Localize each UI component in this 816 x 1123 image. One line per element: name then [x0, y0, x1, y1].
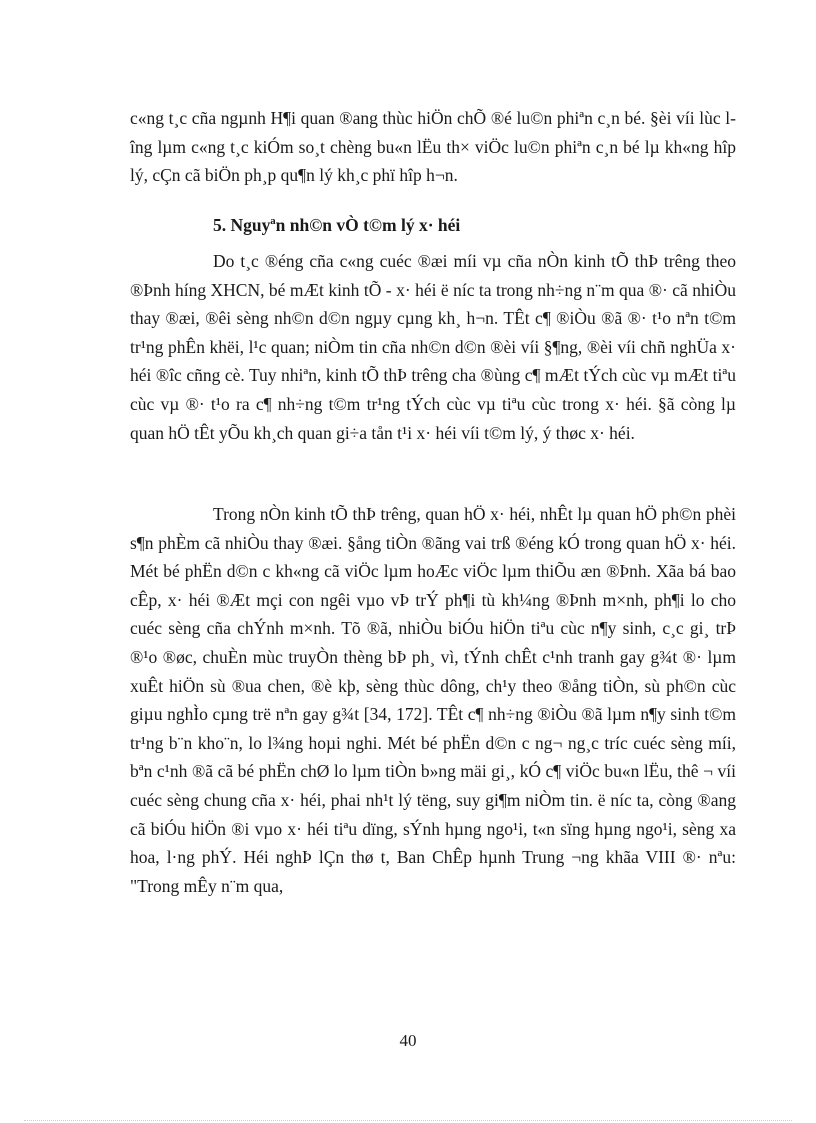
page-number: 40	[399, 1031, 417, 1050]
body-paragraph: Do t¸c ®éng cña c«ng cuéc ®æi míi vµ cña nÒn kinh tÕ thÞ trêng theo ®Þnh híng XHCN, bé mÆt kinh tÕ - x· héi ë níc ta trong nh÷ng n¨m qua ®· cã nhiÒu thay ®æi, ®êi sèng nh©n d©n ngµy cµng kh¸ h¬n. TÊt c¶ ®iÒu ®ã ®· t¹o nªn t©m tr¹ng phÊn khëi, l¹c quan; niÒm tin cña nh©n d©n ®èi víi §¶ng, ®èi víi chñ nghÜa x· héi ®îc cñng cè. Tuy nhiªn, kinh tÕ thÞ trêng cha ®ùng c¶ mÆt tÝch cùc vµ mÆt tiªu cùc vµ ®· t¹o ra c¶ nh÷ng t©m tr¹ng tÝch cùc vµ tiªu cùc trong x· héi. §ã còng lµ quan hÖ tÊt yÕu kh¸ch quan gi÷a tån t¹i x· héi víi t©m lý, ý thøc x· héi.	[130, 251, 736, 443]
section-heading: 5. Nguyªn nh©n vÒ t©m lý x· héi	[213, 215, 461, 235]
body-paragraph: Trong nÒn kinh tÕ thÞ trêng, quan hÖ x· héi, nhÊt lµ quan hÖ ph©n phèi s¶n phÈm cã nhiÒu thay ®æi. §ång tiÒn ®ãng vai trß ®éng kÓ trong quan hÖ x· héi. Mét bé phËn d©n c kh«ng cã viÖc lµm hoÆc viÖc lµm thiÕu æn ®Þnh. Xãa bá bao cÊp, x· héi ®Æt mçi con ngêi vµo vÞ trÝ ph¶i tù kh¼ng ®Þnh m×nh, ph¶i lo cho cuéc sèng cña chÝnh m×nh. Tõ ®ã, nhiÒu biÓu hiÖn tiªu cùc n¶y sinh, c¸c gi¸ trÞ ®¹o ®øc, chuÈn mùc truyÒn thèng bÞ ph¸ vì, tÝnh chÊt c¹nh tranh gay g¾t ®· lµm xuÊt hiÖn sù ®ua chen, ®è kþ, sèng thùc dông, ch¹y theo ®ång tiÒn, sù ph©n cùc giµu nghÌo cµng trë nªn gay g¾t [34, 172]. TÊt c¶ nh÷ng ®iÒu ®ã lµm n¶y sinh t©m tr¹ng b¨n kho¨n, lo l¾ng hoµi nghi. Mét bé phËn d©n c ng¬ ng¸c tríc cuéc sèng míi, bªn c¹nh ®ã cã bé phËn chØ lo lµm tiÒn b»ng mäi gi¸, kÓ c¶ viÖc bu«n lËu, thê ¬ víi cuéc sèng chung cña x· héi, phai nh¹t lý tëng, suy gi¶m niÒm tin. ë níc ta, còng ®ang cã biÓu hiÖn ®i vµo x· héi tiªu dïng, sÝnh hµng ngo¹i, t«n sïng hµng ngo¹i, sèng xa hoa, l·ng phÝ. Héi nghÞ lÇn thø t, Ban ChÊp hµnh Trung ¬ng khãa VIII ®· nªu: "Trong mÊy n¨m qua,	[130, 504, 736, 896]
paragraph-2-block	[130, 247, 736, 447]
page-bottom-divider	[24, 1120, 792, 1121]
intro-paragraph: c«ng t¸c cña ngµnh H¶i quan ®ang thùc hiÖn chÕ ®é lu©n phiªn c¸n bé. §èi víi lùc lîng lµm c«ng t¸c kiÓm so¸t chèng bu«n lËu th× viÖc lu©n phiªn c¸n bé lµ kh«ng hîp lý, cÇn cã biÖn ph¸p qu¶n lý kh¸c phï hîp h¬n.	[130, 108, 736, 186]
intro-paragraph-block	[130, 104, 736, 190]
paragraph-3-block	[130, 500, 736, 900]
